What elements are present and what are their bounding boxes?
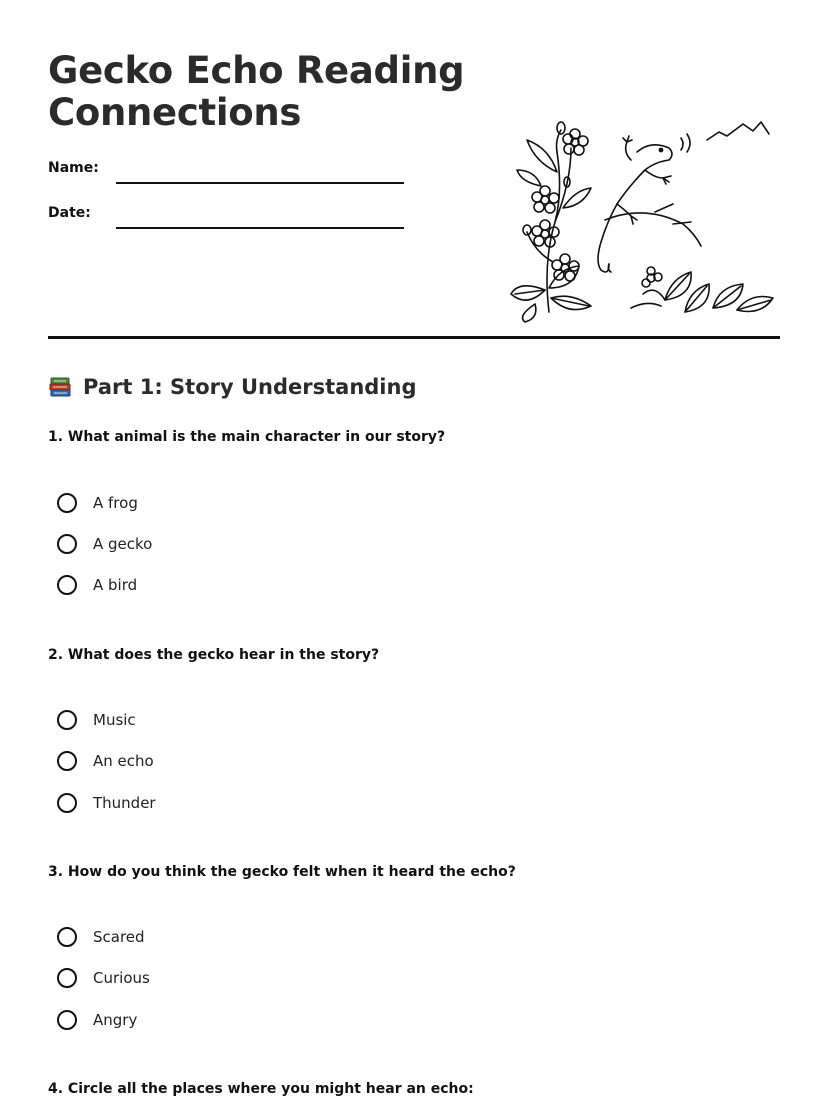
- date-field[interactable]: [48, 205, 408, 235]
- radio-button[interactable]: [57, 968, 77, 988]
- option-label: A bird: [93, 576, 138, 594]
- radio-button[interactable]: [57, 793, 77, 813]
- worksheet-title: Gecko Echo Reading Connections: [48, 49, 465, 134]
- radio-button[interactable]: [57, 1010, 77, 1030]
- q3-option-scared[interactable]: [57, 924, 145, 950]
- radio-button[interactable]: [57, 927, 77, 947]
- q1-option-a-bird[interactable]: [57, 572, 137, 598]
- name-field[interactable]: [48, 160, 408, 190]
- books-icon: [48, 374, 74, 400]
- question-1: 1. What animal is the main character in our story?: [48, 429, 446, 445]
- option-label: Curious: [93, 969, 150, 987]
- option-label: Music: [93, 711, 136, 729]
- q2-option-music[interactable]: [57, 707, 136, 733]
- q2-option-an-echo[interactable]: [57, 748, 154, 774]
- question-2: 2. What does the gecko hear in the story?: [48, 647, 380, 663]
- date-line[interactable]: [116, 227, 404, 229]
- q3-option-curious[interactable]: [57, 965, 150, 991]
- radio-button[interactable]: [57, 493, 77, 513]
- radio-button[interactable]: [57, 534, 77, 554]
- q2-option-thunder[interactable]: [57, 790, 156, 816]
- part1-heading-text: Part 1: Story Understanding: [83, 375, 417, 399]
- option-label: Scared: [93, 928, 145, 946]
- radio-button[interactable]: [57, 575, 77, 595]
- question-3: 3. How do you think the gecko felt when it heard the echo?: [48, 864, 516, 880]
- q3-option-angry[interactable]: [57, 1007, 137, 1033]
- date-label: Date:: [48, 205, 91, 221]
- radio-button[interactable]: [57, 710, 77, 730]
- question-4: 4. Circle all the places where you might hear an echo:: [48, 1081, 474, 1097]
- option-label: Thunder: [93, 794, 156, 812]
- part1-heading: [48, 374, 416, 400]
- q1-option-a-frog[interactable]: [57, 490, 138, 516]
- gecko-illustration: [505, 112, 785, 324]
- option-label: A frog: [93, 494, 138, 512]
- name-line[interactable]: [116, 182, 404, 184]
- name-label: Name:: [48, 160, 99, 176]
- option-label: A gecko: [93, 535, 153, 553]
- radio-button[interactable]: [57, 751, 77, 771]
- header-divider: [48, 336, 780, 339]
- option-label: An echo: [93, 752, 154, 770]
- option-label: Angry: [93, 1011, 138, 1029]
- q1-option-a-gecko[interactable]: [57, 531, 152, 557]
